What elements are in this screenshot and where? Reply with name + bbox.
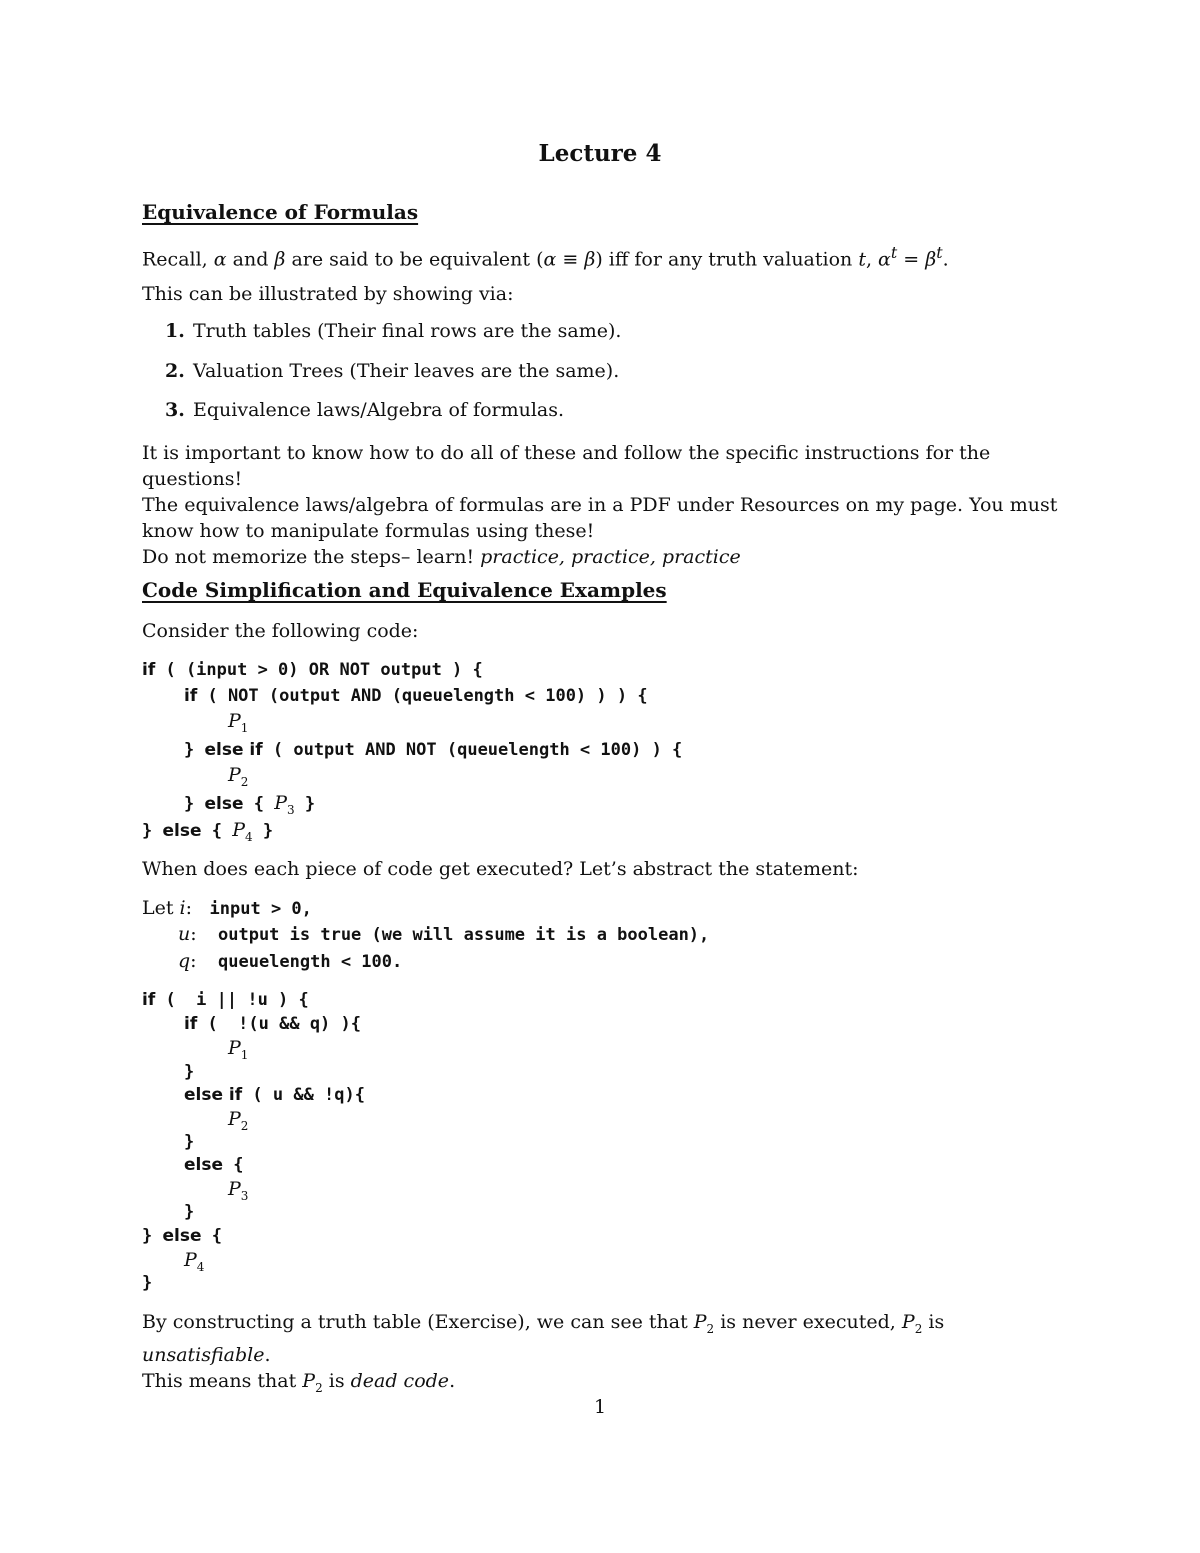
code-text: ( u && !q){ (242, 1085, 365, 1105)
keyword-if: if (184, 1014, 198, 1034)
p-letter: P (228, 1178, 241, 1200)
p-letter: P (228, 1037, 241, 1059)
list-text: Truth tables (Their final rows are the same). (193, 320, 622, 342)
program-p3 (274, 792, 295, 817)
code-text: ( output AND NOT (queuelength < 100) ) { (262, 740, 683, 760)
keyword-if: if (142, 660, 156, 680)
p-sub: 2 (240, 1118, 249, 1133)
list-item (165, 320, 621, 342)
and-text: and (226, 248, 275, 271)
code2-line-4 (184, 1062, 194, 1082)
conclusion-text: By constructing a truth table (Exercise), we can see that (142, 1311, 694, 1333)
var-name: i (179, 897, 186, 919)
conclusion-text: . (449, 1369, 456, 1392)
code2-line-11 (142, 1226, 222, 1246)
brace: } (184, 1202, 195, 1222)
practice-text: practice, practice, practice (480, 546, 741, 568)
conclusion-text: is never executed, (714, 1311, 902, 1333)
keyword-else-if: else if (204, 740, 263, 760)
program-p1 (228, 1037, 249, 1062)
code-text: { (223, 1155, 244, 1175)
brace: } (184, 794, 205, 814)
brace: } (142, 821, 163, 841)
keyword-else: else (162, 1226, 202, 1246)
p-sub: 2 (315, 1380, 323, 1395)
let-label: Let (142, 897, 174, 919)
var-colon: : (190, 923, 197, 945)
brace: } (184, 1132, 195, 1152)
brace: } (142, 1273, 153, 1293)
keyword-if: if (142, 990, 156, 1010)
code2-line-13 (142, 1273, 152, 1293)
p2-ref (693, 1311, 715, 1336)
p-sub: 1 (240, 1047, 249, 1062)
let-var (178, 923, 208, 945)
p-letter: P (901, 1311, 915, 1333)
keyword-else: else (204, 794, 244, 814)
alpha-t: α (878, 248, 891, 271)
p-sub: 2 (240, 774, 249, 789)
equals: = (897, 248, 926, 271)
code1-line-2 (184, 686, 648, 706)
p-letter: P (232, 819, 246, 841)
brace: } (252, 821, 274, 841)
code2-line-8 (184, 1155, 244, 1175)
recall-mid2: ) iff for any truth valuation (595, 248, 859, 271)
var-colon: : (185, 897, 193, 919)
p-sub: 2 (914, 1321, 923, 1336)
p-letter: P (228, 1108, 241, 1130)
keyword-else: else (184, 1155, 224, 1175)
list-text: Equivalence laws/Algebra of formulas. (193, 399, 565, 421)
beta-t: β (925, 248, 937, 271)
code2-line-7 (184, 1132, 194, 1152)
var-colon: : (190, 950, 197, 972)
illustrate-text: This can be illustrated by showing via: (142, 283, 514, 305)
code-text: ( NOT (output AND (queuelength < 100) ) ) { (197, 686, 648, 706)
code2-line-10 (184, 1202, 194, 1222)
dead-code-text: dead code (350, 1369, 450, 1392)
program-p1 (228, 710, 249, 735)
list-number: 3. (165, 399, 185, 421)
equiv-expression: α ≡ β (543, 248, 596, 271)
let-row-q (178, 950, 402, 972)
important-line-2: The equivalence laws/algebra of formulas are in a PDF under Resources on my page. You must know how to manipulate formulas using these! (142, 494, 1058, 542)
code1-line-4 (184, 740, 682, 760)
keyword-else: else (162, 821, 202, 841)
conclusion-text: . (264, 1343, 271, 1366)
alpha-symbol: α (213, 248, 227, 271)
code-text: ( i || !u ) { (155, 990, 309, 1010)
code1-line-3 (228, 710, 248, 735)
important-line-3 (142, 544, 1062, 570)
recall-end: , (865, 248, 879, 271)
p-letter: P (228, 710, 241, 732)
important-paragraph (142, 440, 1062, 570)
unsatisfiable-text: unsatisfiable (142, 1343, 265, 1366)
p-sub: 4 (196, 1259, 205, 1274)
code1-line-5 (228, 764, 248, 789)
code-text: ( !(u && q) ){ (197, 1014, 361, 1034)
var-name: u (178, 923, 191, 945)
program-p2 (228, 1108, 249, 1133)
beta-symbol: β (274, 248, 286, 271)
recall-mid: are said to be equivalent ( (285, 248, 544, 271)
period: . (942, 248, 949, 271)
code1-line-6 (184, 792, 315, 817)
program-p4 (184, 1249, 205, 1274)
page-number: 1 (593, 1396, 607, 1418)
p-sub: 3 (287, 802, 295, 817)
recall-paragraph (142, 240, 1062, 272)
brace: } (184, 740, 205, 760)
let-row-i (142, 897, 312, 919)
code2-line-6 (228, 1108, 248, 1133)
code2-line-2 (184, 1014, 361, 1034)
t-symbol: t (858, 248, 866, 271)
p2-ref (302, 1369, 323, 1395)
sup-t: t (890, 243, 898, 262)
let-var (178, 950, 208, 972)
code2-line-9 (228, 1178, 248, 1203)
p-sub: 4 (245, 829, 253, 844)
p-sub: 3 (240, 1188, 249, 1203)
brace: { (201, 821, 233, 841)
program-p4 (232, 819, 253, 844)
conclusion-line-1 (142, 1309, 1062, 1368)
let-def: output is true (we will assume it is a boolean), (218, 925, 710, 945)
list-number: 1. (165, 320, 185, 342)
let-def: queuelength < 100. (218, 952, 403, 972)
list-text: Valuation Trees (Their leaves are the same). (193, 360, 620, 382)
consider-text: Consider the following code: (142, 620, 419, 642)
list-item (165, 399, 564, 421)
list-item (165, 360, 619, 382)
p-sub: 1 (240, 720, 249, 735)
keyword-if: if (184, 686, 198, 706)
p-letter: P (184, 1249, 197, 1271)
list-number: 2. (165, 360, 185, 382)
conclusion-text: is (322, 1369, 351, 1392)
let-row-u (178, 923, 709, 945)
conclusion-text: This means that (142, 1369, 303, 1392)
p-letter: P (228, 764, 241, 786)
code-text: { (201, 1226, 222, 1246)
code1-line-7 (142, 819, 273, 844)
program-p3 (228, 1178, 249, 1203)
p-sub: 2 (706, 1321, 715, 1336)
sup-t2: t (936, 243, 943, 262)
brace: } (294, 794, 316, 814)
when-text: When does each piece of code get executed? Let’s abstract the statement: (142, 858, 859, 880)
code2-line-5 (184, 1085, 365, 1105)
p-letter: P (693, 1311, 707, 1333)
let-def: input > 0, (209, 899, 312, 919)
brace: { (243, 794, 275, 814)
conclusion-paragraph (142, 1309, 1062, 1401)
section-heading-code: Code Simplification and Equivalence Examples (142, 578, 667, 602)
keyword-else-if: else if (184, 1085, 243, 1105)
brace: } (142, 1226, 163, 1246)
p-letter: P (274, 792, 288, 814)
code-text: ( (input > 0) OR NOT output ) { (155, 660, 483, 680)
code2-line-3 (228, 1037, 248, 1062)
memorize-text: Do not memorize the steps– learn! (142, 546, 481, 568)
program-p2 (228, 764, 249, 789)
recall-prefix: Recall, (142, 248, 214, 271)
important-line-1: It is important to know how to do all of these and follow the specific instructions for the questions! (142, 442, 991, 490)
code2-line-1 (142, 990, 309, 1010)
code1-line-1 (142, 660, 483, 680)
page-title: Lecture 4 (538, 140, 662, 167)
brace: } (184, 1062, 195, 1082)
conclusion-text: is (922, 1311, 945, 1333)
section-heading-equivalence: Equivalence of Formulas (142, 200, 419, 224)
p-letter: P (302, 1369, 316, 1392)
var-name: q (178, 950, 191, 972)
code2-line-12 (184, 1249, 204, 1274)
p2-ref (901, 1311, 923, 1336)
let-var (180, 897, 210, 919)
